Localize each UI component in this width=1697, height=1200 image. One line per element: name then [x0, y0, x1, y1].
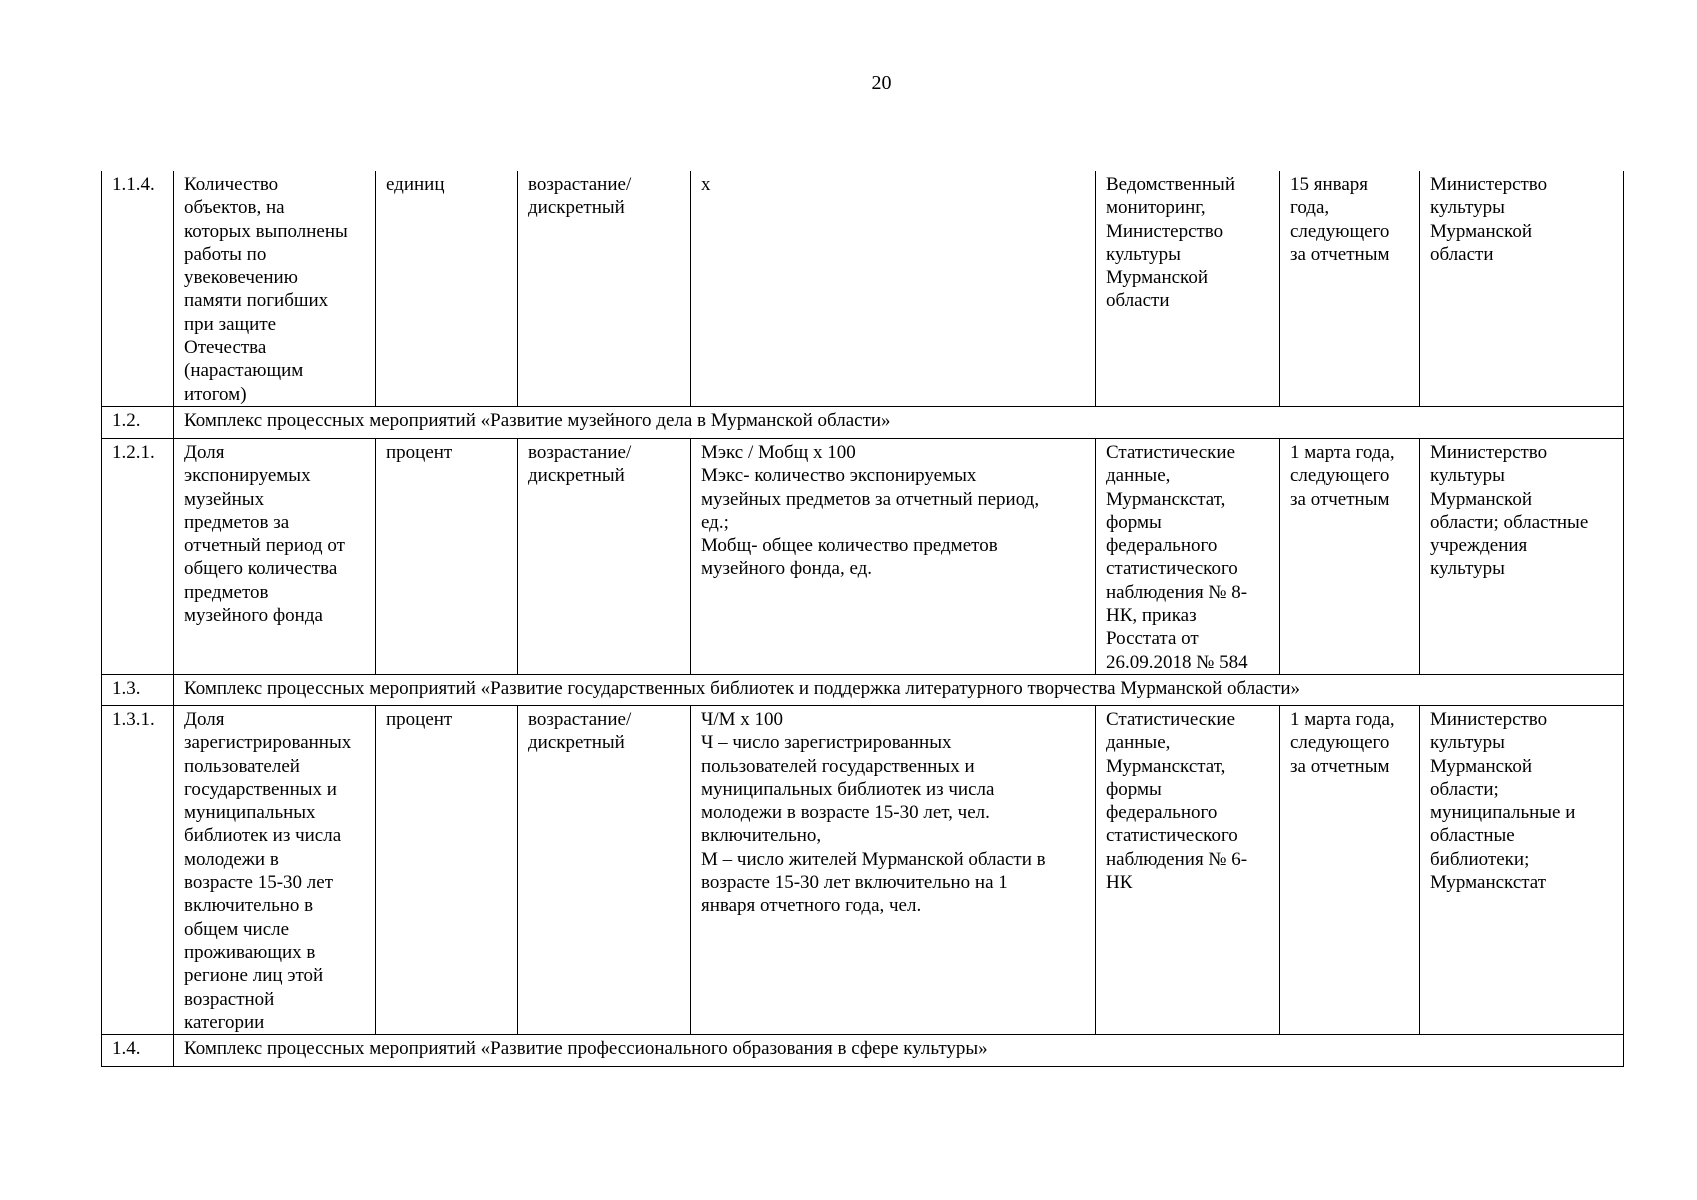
indicator-row-1-3-1: [102, 705, 1624, 1034]
row-number: 1.1.4.: [102, 171, 174, 406]
data-source: Ведомственный мониторинг, Министерство культуры Мурманской области: [1096, 171, 1280, 406]
section-number: 1.4.: [102, 1035, 174, 1067]
dynamics-type: возрастание/ дискретный: [518, 171, 691, 406]
unit-of-measure: единиц: [376, 171, 518, 406]
indicator-name: Количество объектов, на которых выполнены работы по увековечению памяти погибших при защите Отечества (нарастающим итогом): [174, 171, 376, 406]
responsible-party: Министерство культуры Мурманской области; муниципальные и областные библиотеки; Мурманскстат: [1420, 705, 1624, 1034]
section-number: 1.3.: [102, 674, 174, 705]
section-title: Комплекс процессных мероприятий «Развитие профессионального образования в сфере культуры»: [174, 1035, 1624, 1067]
unit-of-measure: процент: [376, 705, 518, 1034]
dynamics-type: возрастание/ дискретный: [518, 705, 691, 1034]
section-row-1-4: [102, 1035, 1624, 1067]
page-number: 20: [871, 72, 892, 94]
deadline: 15 января года, следующего за отчетным: [1280, 171, 1420, 406]
responsible-party: Министерство культуры Мурманской области; областные учреждения культуры: [1420, 438, 1624, 674]
deadline: 1 марта года, следующего за отчетным: [1280, 438, 1420, 674]
dynamics-type: возрастание/ дискретный: [518, 438, 691, 674]
data-source: Статистические данные, Мурманскстат, формы федерального статистического наблюдения № 6- НК: [1096, 705, 1280, 1034]
indicator-row-1-2-1: [102, 438, 1624, 674]
row-number: 1.2.1.: [102, 438, 174, 674]
calculation-method: х: [691, 171, 1096, 406]
section-row-1-3: [102, 674, 1624, 705]
responsible-party: Министерство культуры Мурманской области: [1420, 171, 1624, 406]
section-title: Комплекс процессных мероприятий «Развитие музейного дела в Мурманской области»: [174, 406, 1624, 438]
deadline: 1 марта года, следующего за отчетным: [1280, 705, 1420, 1034]
section-number: 1.2.: [102, 406, 174, 438]
indicator-row-1-1-4: [102, 171, 1624, 406]
calculation-method: Мэкс / Мобщ х 100 Мэкс- количество экспонируемых музейных предметов за отчетный период, ед.; Мобщ- общее количество предметов музейного фонда, ед.: [691, 438, 1096, 674]
calculation-method: Ч/М х 100 Ч – число зарегистрированных пользователей государственных и муниципальных библиотек из числа молодежи в возрасте 15-30 лет, чел. включительно, М – число жителей Мурманской области в возрасте 15-30 лет включительно на 1 января отчетного года, чел.: [691, 705, 1096, 1034]
unit-of-measure: процент: [376, 438, 518, 674]
section-row-1-2: [102, 406, 1624, 438]
row-number: 1.3.1.: [102, 705, 174, 1034]
indicator-name: Доля экспонируемых музейных предметов за отчетный период от общего количества предметов музейного фонда: [174, 438, 376, 674]
data-source: Статистические данные, Мурманскстат, формы федерального статистического наблюдения № 8- НК, приказ Росстата от 26.09.2018 № 584: [1096, 438, 1280, 674]
indicators-table: [101, 171, 1624, 1067]
indicator-name: Доля зарегистрированных пользователей государственных и муниципальных библиотек из числа молодежи в возрасте 15-30 лет включительно в общем числе проживающих в регионе лиц этой возрастной категории: [174, 705, 376, 1034]
section-title: Комплекс процессных мероприятий «Развитие государственных библиотек и поддержка литературного творчества Мурманской области»: [174, 674, 1624, 705]
